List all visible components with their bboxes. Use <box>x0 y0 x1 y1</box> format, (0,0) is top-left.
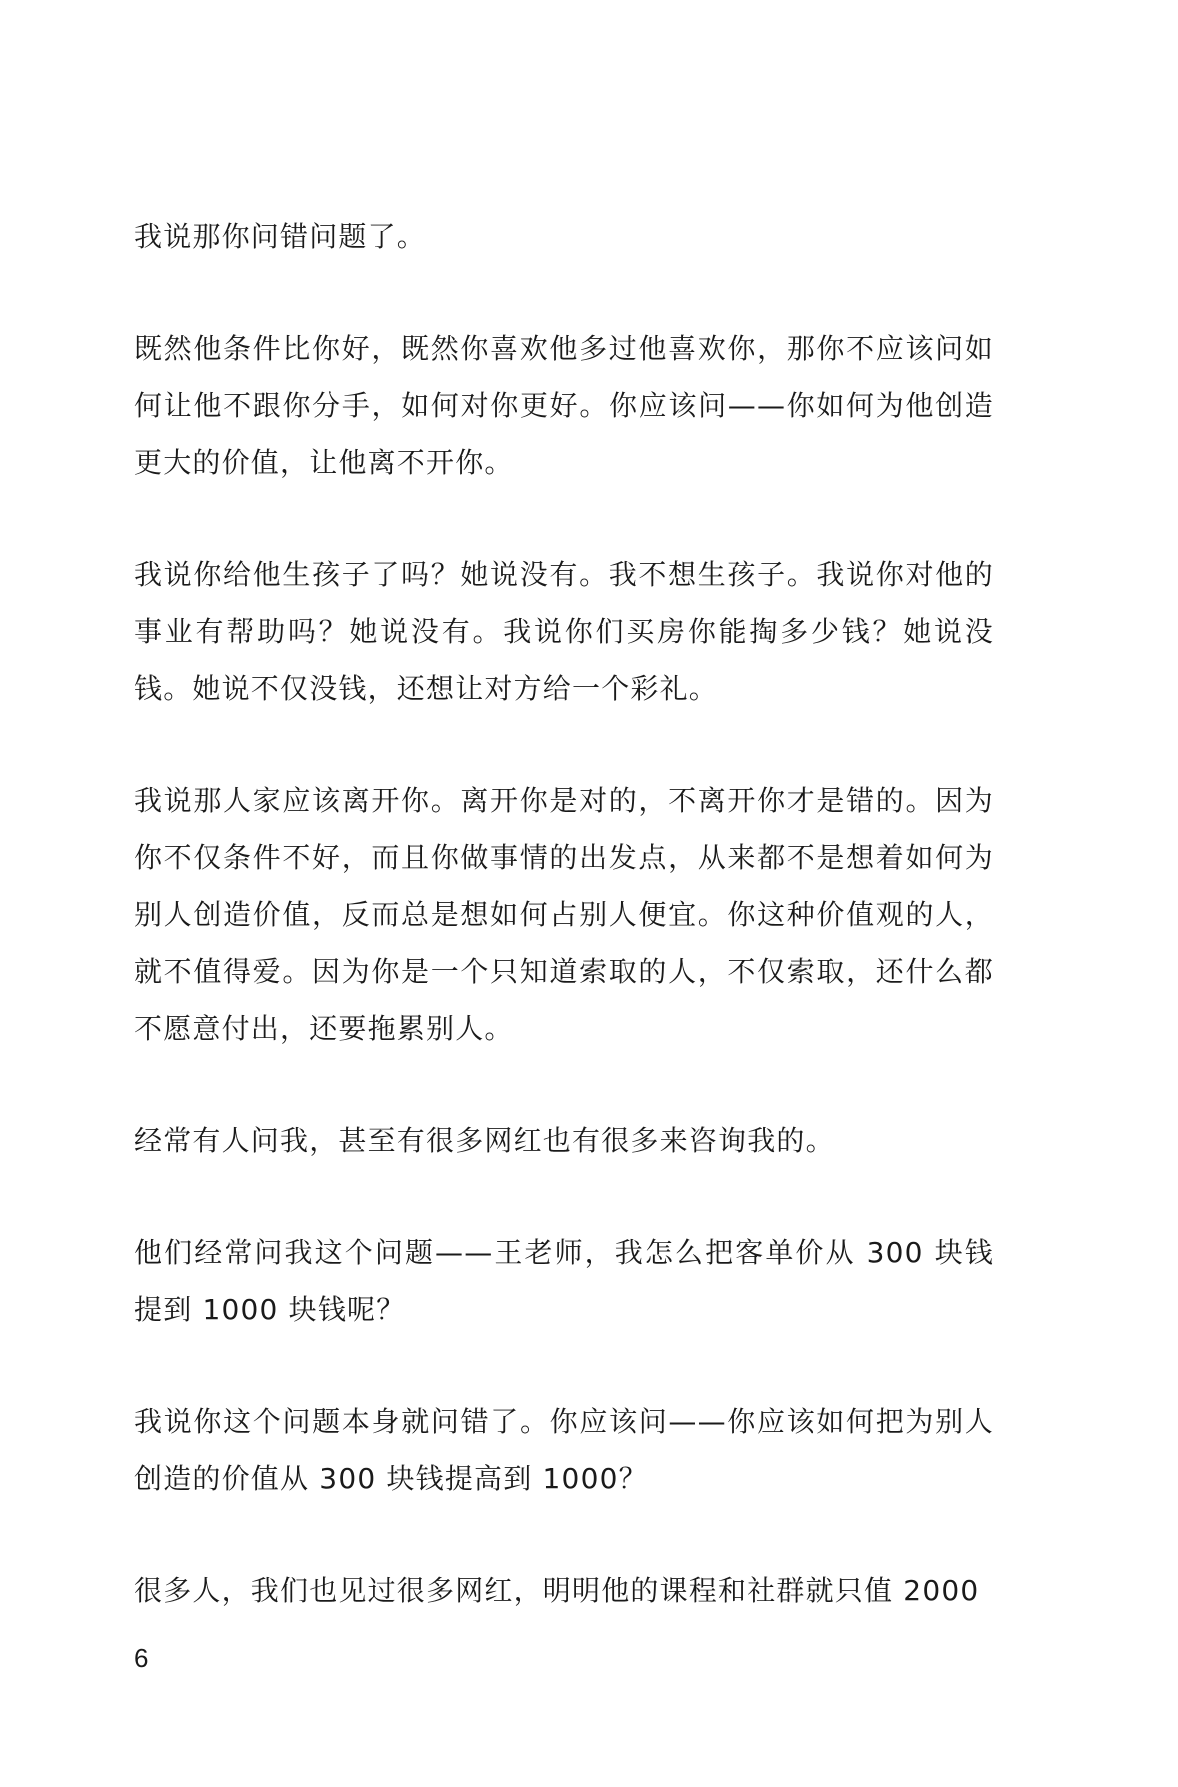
page-body <box>134 208 994 1674</box>
paragraph-6: 他们经常问我这个问题——王老师，我怎么把客单价从 300 块钱提到 1000 块钱呢？ <box>134 1236 994 1326</box>
paragraph-4: 我说那人家应该离开你。离开你是对的，不离开你才是错的。因为你不仅条件不好，而且你做事情的出发点，从来都不是想着如何为别人创造价值，反而总是想如何占别人便宜。你这种价值观的人，就不值得爱。因为你是一个只知道索取的人，不仅索取，还什么都不愿意付出，还要拖累别人。 <box>134 784 994 1045</box>
paragraph-7: 我说你这个问题本身就问错了。你应该问——你应该如何把为别人创造的价值从 300 块钱提高到 1000？ <box>134 1405 994 1495</box>
page-number: 6 <box>134 1643 149 1673</box>
paragraph-2: 既然他条件比你好，既然你喜欢他多过他喜欢你，那你不应该问如何让他不跟你分手，如何对你更好。你应该问——你如何为他创造更大的价值，让他离不开你。 <box>134 332 994 479</box>
paragraph-8: 很多人，我们也见过很多网红，明明他的课程和社群就只值 2000 <box>134 1574 980 1607</box>
paragraph-5: 经常有人问我，甚至有很多网红也有很多来咨询我的。 <box>134 1124 835 1157</box>
paragraph-1: 我说那你问错问题了。 <box>134 220 427 253</box>
paragraph-3: 我说你给他生孩子了吗？她说没有。我不想生孩子。我说你对他的事业有帮助吗？她说没有。我说你们买房你能掏多少钱？她说没钱。她说不仅没钱，还想让对方给一个彩礼。 <box>134 558 994 705</box>
